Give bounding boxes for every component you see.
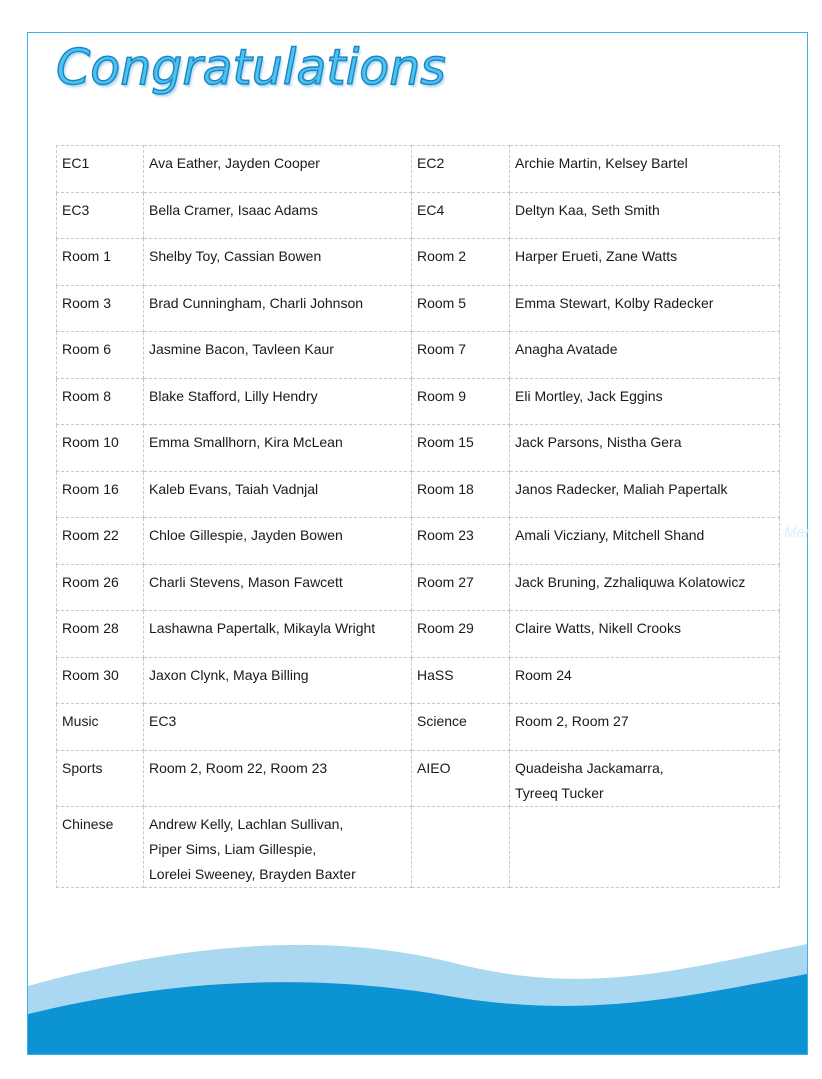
award-row [57, 285, 780, 332]
names-cell-text: Ava Eather, Jayden Cooper [149, 155, 320, 171]
names-cell-text: EC3 [149, 713, 177, 729]
award-row [57, 704, 780, 751]
room-cell [57, 518, 144, 565]
room-cell-text: Science [417, 713, 467, 729]
names-cell-text: Emma Stewart, Kolby Radecker [515, 294, 714, 311]
names-cell [144, 192, 412, 239]
room-cell-text: Room 28 [62, 620, 119, 636]
names-cell [144, 239, 412, 286]
room-cell [57, 192, 144, 239]
names-cell [144, 425, 412, 472]
names-cell-text: Bella Cramer, Isaac Adams [149, 201, 318, 218]
room-cell [412, 425, 510, 472]
room-cell [57, 425, 144, 472]
names-cell-text: Harper Erueti, Zane Watts [515, 248, 678, 264]
room-cell [57, 611, 144, 658]
room-cell-text: EC4 [417, 201, 445, 218]
room-cell-text: Room 9 [417, 387, 467, 404]
names-cell [510, 657, 780, 704]
room-cell-text: AIEO [417, 759, 451, 776]
award-row [57, 471, 780, 518]
names-cell [144, 611, 412, 658]
room-cell [57, 146, 144, 193]
room-cell [412, 564, 510, 611]
room-cell [412, 378, 510, 425]
room-cell-text: Room 27 [417, 573, 474, 590]
award-row [57, 425, 780, 472]
room-cell-text: Music [62, 713, 99, 729]
room-cell [412, 518, 510, 565]
names-cell-text: Room 2, Room 22, Room 23 [149, 759, 328, 776]
names-cell-text: Deltyn Kaa, Seth Smith [515, 201, 660, 218]
award-row [57, 518, 780, 565]
room-cell [57, 806, 144, 887]
names-cell [510, 750, 780, 806]
names-cell-text: Charli Stevens, Mason Fawcett [149, 573, 343, 590]
names-cell [144, 471, 412, 518]
names-cell [510, 518, 780, 565]
names-cell-text: Jasmine Bacon, Tavleen Kaur [149, 341, 334, 357]
names-cell-text: Jack Parsons, Nistha Gera [515, 434, 682, 450]
names-cell-text: Room 24 [515, 666, 572, 683]
room-cell [412, 285, 510, 332]
room-cell [412, 806, 510, 887]
names-cell [144, 657, 412, 704]
names-cell [510, 704, 780, 751]
names-cell [510, 378, 780, 425]
names-cell [144, 146, 412, 193]
names-cell-text: Chloe Gillespie, Jayden Bowen [149, 527, 343, 543]
room-cell-text: Room 1 [62, 248, 112, 264]
room-cell [412, 704, 510, 751]
room-cell-text: Sports [62, 759, 103, 776]
names-cell [510, 564, 780, 611]
room-cell [412, 192, 510, 239]
awards-table-body [57, 146, 780, 888]
room-cell-text: Room 23 [417, 527, 474, 543]
names-cell [510, 192, 780, 239]
room-cell-text: Room 18 [417, 480, 474, 497]
names-cell-text: Quadeisha Jackamarra, Tyreeq Tucker [515, 759, 664, 801]
award-row [57, 239, 780, 286]
room-cell [57, 564, 144, 611]
names-cell-text: Room 2, Room 27 [515, 713, 629, 729]
room-cell-text: Room 26 [62, 573, 119, 590]
award-row [57, 806, 780, 887]
room-cell-text: Chinese [62, 815, 114, 832]
names-cell-text: Eli Mortley, Jack Eggins [515, 387, 663, 404]
names-cell-text: Claire Watts, Nikell Crooks [515, 620, 681, 636]
room-cell-text: Room 3 [62, 294, 112, 311]
room-cell-text: Room 5 [417, 294, 467, 311]
room-cell [412, 146, 510, 193]
wave-decoration [28, 924, 807, 1054]
names-cell-text: Jaxon Clynk, Maya Billing [149, 666, 309, 683]
room-cell [57, 378, 144, 425]
room-cell [57, 332, 144, 379]
room-cell-text: Room 10 [62, 434, 119, 450]
names-cell [144, 806, 412, 887]
names-cell-text: Blake Stafford, Lilly Hendry [149, 387, 318, 404]
award-row [57, 146, 780, 193]
room-cell-text: HaSS [417, 666, 454, 683]
names-cell-text: Shelby Toy, Cassian Bowen [149, 248, 322, 264]
room-cell-text: Room 22 [62, 527, 119, 543]
room-cell [412, 611, 510, 658]
names-cell [510, 611, 780, 658]
room-cell-text: EC1 [62, 155, 90, 171]
names-cell [144, 564, 412, 611]
room-cell [57, 750, 144, 806]
names-cell [510, 425, 780, 472]
names-cell [510, 471, 780, 518]
names-cell [144, 704, 412, 751]
room-cell [412, 332, 510, 379]
names-cell-text: Lashawna Papertalk, Mikayla Wright [149, 620, 376, 636]
names-cell-text: Amali Vicziany, Mitchell Shand [515, 527, 705, 543]
room-cell [57, 285, 144, 332]
awards-table-container [56, 145, 779, 888]
room-cell [412, 657, 510, 704]
room-cell-text: EC2 [417, 155, 445, 171]
room-cell [57, 657, 144, 704]
side-watermark: Mer [784, 524, 810, 541]
names-cell [144, 518, 412, 565]
names-cell-text: Jack Bruning, Zzhaliquwa Kolatowicz [515, 573, 746, 590]
room-cell [412, 239, 510, 286]
award-row [57, 192, 780, 239]
room-cell [57, 239, 144, 286]
names-cell-text: Janos Radecker, Maliah Papertalk [515, 480, 728, 497]
award-row [57, 611, 780, 658]
names-cell [144, 750, 412, 806]
names-cell-text: Archie Martin, Kelsey Bartel [515, 155, 688, 171]
room-cell [57, 471, 144, 518]
names-cell [510, 285, 780, 332]
room-cell-text: Room 7 [417, 341, 467, 357]
certificate-frame [27, 32, 808, 1055]
room-cell-text: Room 30 [62, 666, 119, 683]
names-cell [510, 146, 780, 193]
names-cell-text: Brad Cunningham, Charli Johnson [149, 294, 364, 311]
names-cell-text: Andrew Kelly, Lachlan Sullivan, Piper Sims, Liam Gillespie, Lorelei Sweeney, Brayden Baxter [149, 815, 356, 882]
names-cell [144, 332, 412, 379]
names-cell-text: Anagha Avatade [515, 341, 618, 357]
names-cell-text: Emma Smallhorn, Kira McLean [149, 434, 343, 450]
names-cell-text: Kaleb Evans, Taiah Vadnjal [149, 480, 319, 497]
award-row [57, 332, 780, 379]
names-cell [144, 285, 412, 332]
room-cell-text: Room 8 [62, 387, 112, 404]
names-cell [510, 332, 780, 379]
names-cell [144, 378, 412, 425]
award-row [57, 378, 780, 425]
names-cell [510, 239, 780, 286]
room-cell [57, 704, 144, 751]
room-cell [412, 750, 510, 806]
room-cell-text: EC3 [62, 201, 90, 218]
room-cell [412, 471, 510, 518]
room-cell-text: Room 16 [62, 480, 119, 497]
awards-table [56, 145, 780, 888]
award-row [57, 657, 780, 704]
room-cell-text: Room 2 [417, 248, 467, 264]
congratulations-heading: Congratulations [56, 39, 446, 96]
award-row [57, 564, 780, 611]
names-cell [510, 806, 780, 887]
room-cell-text: Room 6 [62, 341, 112, 357]
award-row [57, 750, 780, 806]
room-cell-text: Room 29 [417, 620, 474, 636]
room-cell-text: Room 15 [417, 434, 474, 450]
